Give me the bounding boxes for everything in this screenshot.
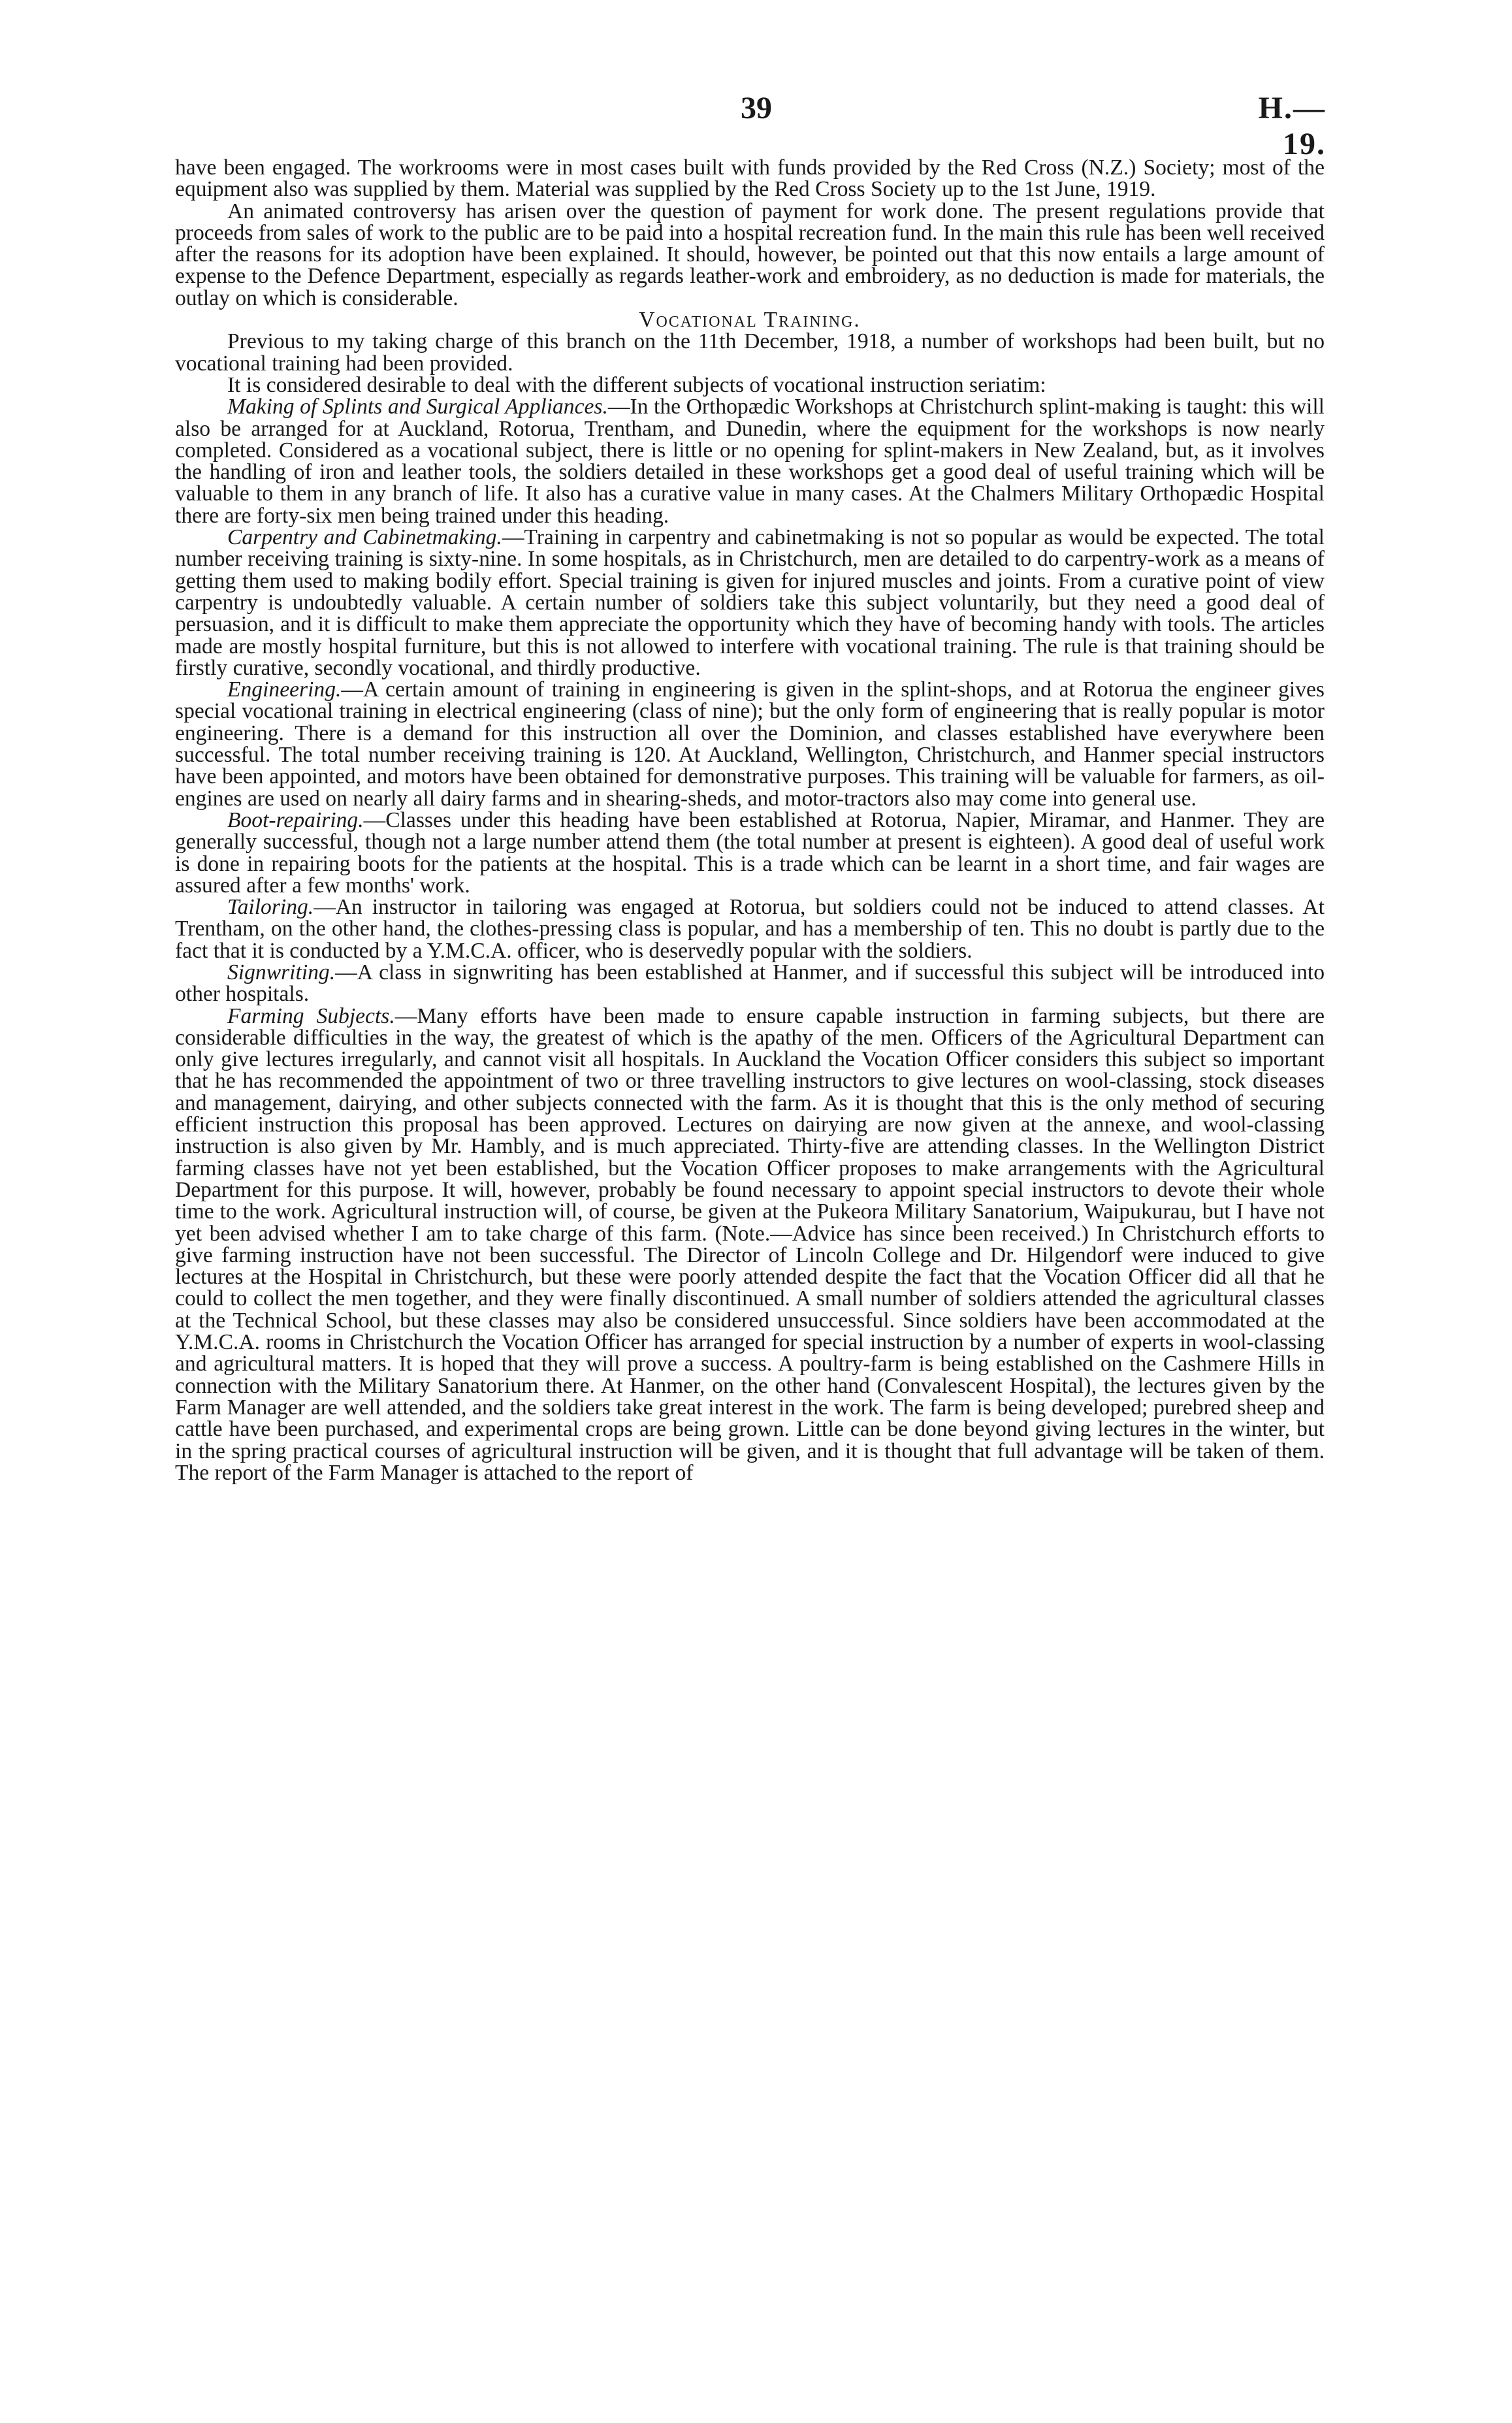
paragraph-payment: An animated controversy has arisen over the question of payment for work done. The present regulations provide that proceeds from sales of work to the public are to be paid into a hospital recreation fund. In the main this rule has been well received after the reasons for its adoption have been explained. It should, however, be pointed out that this now entails a large amount of expense to the Defence Department, especially as regards leather-work and embroidery, as no deduction is made for materials, the outlay on which is considerable. bbox=[175, 199, 1325, 310]
paragraph-carpentry bbox=[175, 527, 1325, 679]
paragraph-engineering bbox=[175, 679, 1325, 809]
paragraph-tailoring bbox=[175, 896, 1325, 962]
text-boot-repairing: —Classes under this heading have been established at Rotorua, Napier, Miramar, and Hanmer. They are generally successful, though not a large number attend them (the total number at present is eighteen). A good deal of useful work is done in repairing boots for the patients at the hospital. This is a trade which can be learnt in a short time, and fair wages are assured after a few months' work. bbox=[175, 807, 1325, 898]
document-reference: H.—19. bbox=[1258, 91, 1326, 161]
section-heading: Vocational Training. bbox=[639, 308, 861, 333]
text-carpentry: —Training in carpentry and cabinetmaking is not so popular as would be expected. The total number receiving training is sixty-nine. In some hospitals, as in Christchurch, men are detailed to do carpentry-work as a means of getting them used to making bodily effort. Special training is given for injured muscles and joints. From a curative point of view carpentry is undoubtedly valuable. A certain number of soldiers take this subject voluntarily, but they need a good deal of persuasion, and it is difficult to make them appreciate the opportunity which they have of becoming handy with tools. The articles made are mostly hospital furniture, but this is not allowed to interfere with vocational training. The rule is that training should be firstly curative, secondly vocational, and thirdly productive. bbox=[175, 525, 1325, 680]
subheading-splints: Making of Splints and Surgical Appliances. bbox=[227, 395, 608, 419]
subheading-carpentry: Carpentry and Cabinetmaking. bbox=[227, 525, 502, 550]
paragraph-splints bbox=[175, 396, 1325, 527]
paragraph-signwriting bbox=[175, 962, 1325, 1005]
subheading-tailoring: Tailoring. bbox=[227, 895, 314, 920]
text-engineering: —A certain amount of training in engineering is given in the splint-shops, and at Rotorua the engineer gives special vocational training in electrical engineering (class of nine); but the only form of engineering that is really popular is motor engineering. There is a demand for this instruction all over the Dominion, and classes established have everywhere been successful. The total number receiving training is 120. At Auckland, Wellington, Christchurch, and Hanmer special instructors have been appointed, and motors have been obtained for demonstrative purposes. This training will be valuable for farmers, as oil-engines are used on nearly all dairy farms and in shearing-sheds, and motor-tractors also may come into general use. bbox=[175, 677, 1325, 811]
text-farming: —Many efforts have been made to ensure capable instruction in farming subjects, but there are considerable difficulties in the way, the greatest of which is the apathy of the men. Officers of the Agricultural Department can only give lectures irregularly, and cannot visit all hospitals. In Auckland the Vocation Officer considers this subject so important that he has recommended the appointment of two or three travelling instructors to give lectures on wool-classing, stock diseases and management, dairying, and other subjects connected with the farm. As it is thought that this is the only method of securing efficient instruction this proposal has been approved. Lectures on dairying are now given at the annexe, and wool-classing instruction is also given by Mr. Hambly, and is much appreciated. Thirty-five are attending classes. In the Wellington District farming classes have not yet been established, but the Vocation Officer proposes to make arrangements with the Agricultural Department for this purpose. It will, however, probably be found necessary to appoint special instructors to devote their whole time to the work. Agricultural instruction will, of course, be given at the Pukeora Military Sanatorium, Waipukurau, but I have not yet been advised whether I am to take charge of this farm. (Note.—Advice has since been received.) In Christchurch efforts to give farming instruction have not been successful. The Director of Lincoln College and Dr. Hilgendorf were induced to give lectures at the Hospital in Christchurch, but these were poorly attended despite the fact that the Vocation Officer did all that he could to collect the men together, and they were finally discontinued. A small number of soldiers attended the agricultural classes at the Technical School, but these classes may also be considered unsuccessful. Since soldiers have been accommodated at the Y.M.C.A. rooms in Christchurch the Vocation Officer has arranged for special instruction by a number of experts in wool-classing and agricultural matters. It is hoped that they will prove a success. A poultry-farm is being established on the Cashmere Hills in connection with the Military Sanatorium there. At Hanmer, on the other hand (Convalescent Hospital), the lectures given by the Farm Manager are well attended, and the soldiers take great interest in the work. The farm is being developed; purebred sheep and cattle have been purchased, and experimental crops are being grown. Little can be done beyond giving lectures in the winter, but in the spring practical courses of agricultural instruction will be given, and it is thought that full advantage will be taken of them. The report of the Farm Manager is attached to the report of bbox=[175, 1003, 1325, 1485]
subheading-engineering: Engineering. bbox=[227, 677, 342, 702]
paragraph-continued: have been engaged. The workrooms were in most cases built with funds provided by the Red Cross (N.Z.) Society; most of the equipment also was supplied by them. Material was supplied by the Red Cross Society up to the 1st June, 1919. bbox=[175, 155, 1325, 202]
paragraph-boot-repairing bbox=[175, 809, 1325, 896]
paragraph-seriatim: It is considered desirable to deal with the different subjects of vocational instruction seriatim: bbox=[227, 372, 1046, 397]
subheading-signwriting: Signwriting. bbox=[227, 960, 336, 984]
page-number: 39 bbox=[741, 91, 772, 125]
text-tailoring: —An instructor in tailoring was engaged at Rotorua, but soldiers could not be induced to attend classes. At Trentham, on the other hand, the clothes-pressing class is popular, and has a membership of ten. This no doubt is partly due to the fact that it is conducted by a Y.M.C.A. officer, who is deservedly popular with the soldiers. bbox=[175, 895, 1325, 963]
text-splints: —In the Orthopædic Workshops at Christchurch splint-making is taught: this will also be arranged for at Auckland, Rotorua, Trentham, and Dunedin, where the equipment for the workshops is now nearly completed. Considered as a vocational subject, there is little or no opening for splint-makers in New Zealand, but, as it involves the handling of iron and leather tools, the soldiers detailed in these workshops get a good deal of useful training which will be valuable to them in any branch of life. It also has a curative value in many cases. At the Chalmers Military Orthopædic Hospital there are forty-six men being trained under this heading. bbox=[175, 395, 1325, 528]
subheading-farming: Farming Subjects. bbox=[227, 1003, 395, 1028]
paragraph-intro: Previous to my taking charge of this branch on the 11th December, 1918, a number of workshops had been built, but no vocational training had been provided. bbox=[175, 329, 1325, 376]
body-text bbox=[175, 157, 1325, 1484]
paragraph-farming bbox=[175, 1005, 1325, 1484]
subheading-boot-repairing: Boot-repairing. bbox=[227, 807, 364, 832]
text-signwriting: —A class in signwriting has been established at Hanmer, and if successful this subject will be introduced into other hospitals. bbox=[175, 960, 1325, 1007]
